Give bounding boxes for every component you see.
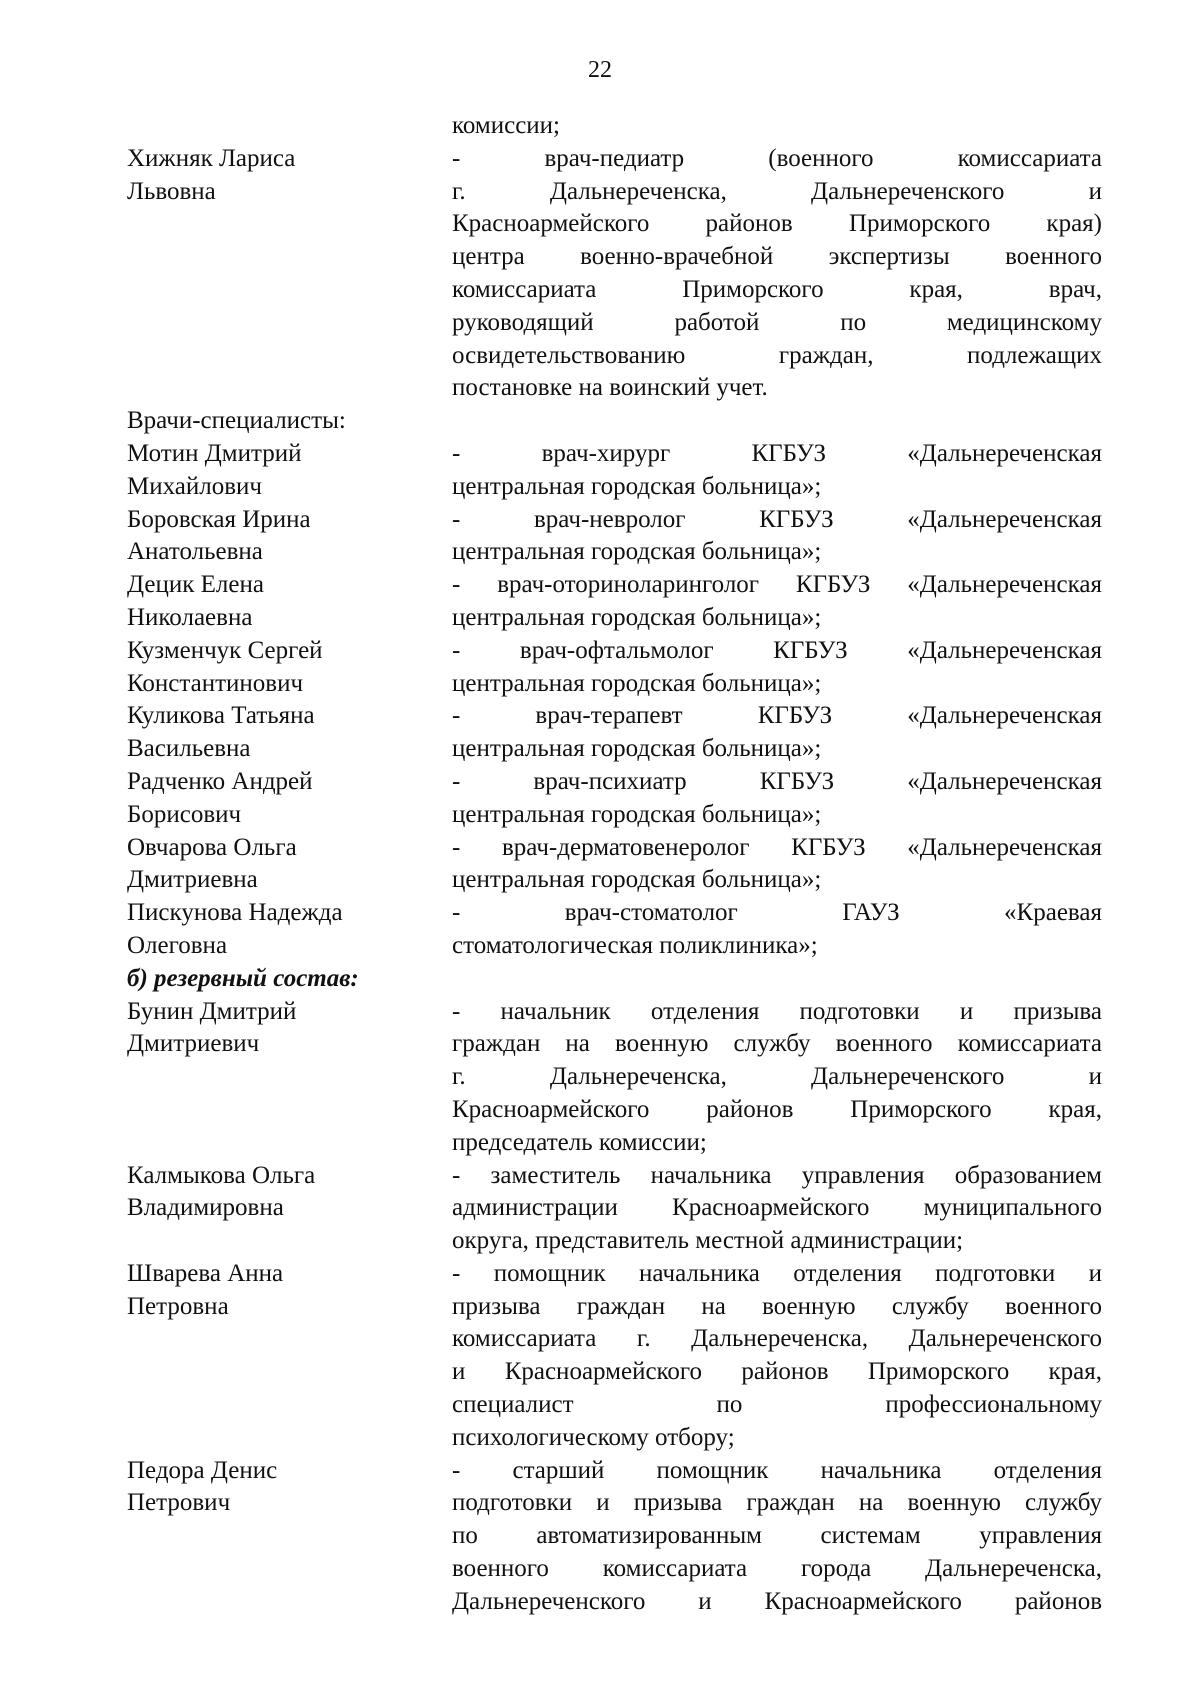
member-position-line: - врач-дерматовенеролог КГБУЗ «Дальнереченская	[452, 833, 1102, 861]
member-position-line: стоматологическая поликлиника»;	[452, 931, 818, 959]
member-position-line: комиссариата г. Дальнереченска, Дальнереченского	[452, 1325, 1102, 1353]
member-name-line: Львовна	[127, 177, 216, 205]
section-heading	[127, 963, 452, 996]
member-position	[452, 504, 1102, 570]
member-row	[127, 766, 1102, 832]
member-position	[452, 700, 1102, 766]
member-position-line: по автоматизированным системам управления	[452, 1522, 1102, 1550]
member-position	[452, 766, 1102, 832]
member-position-line: и Красноармейского районов Приморского края,	[452, 1358, 1102, 1386]
member-position	[452, 897, 1102, 963]
member-position-line: - врач-стоматолог ГАУЗ «Краевая	[452, 899, 1102, 927]
member-name	[127, 996, 452, 1160]
member-position	[452, 832, 1102, 898]
member-name	[127, 897, 452, 963]
member-position-line: Красноармейского районов Приморского края,	[452, 1095, 1102, 1123]
member-name	[127, 143, 452, 405]
member-position-line: граждан на военную службу военного комиссариата	[452, 1030, 1102, 1058]
member-name-line: Куликова Татьяна	[127, 702, 315, 730]
member-position-line: призыва граждан на военную службу военного	[452, 1292, 1102, 1320]
member-position	[452, 1160, 1102, 1258]
member-position-line: специалист по профессиональному	[452, 1391, 1102, 1419]
member-position-line: постановке на воинский учет.	[452, 374, 768, 402]
member-name	[127, 438, 452, 504]
member-position	[452, 1258, 1102, 1455]
member-row	[127, 1160, 1102, 1258]
member-name-line: Овчарова Ольга	[127, 833, 297, 861]
member-name-line: Пискунова Надежда	[127, 899, 343, 927]
member-position-line: центра военно-врачебной экспертизы военного	[452, 243, 1102, 271]
member-name-line: Петрович	[127, 1489, 231, 1517]
member-position-line: председатель комиссии;	[452, 1128, 707, 1156]
member-position-line: Дальнереченского и Красноармейского районов	[452, 1587, 1102, 1615]
member-name-line: Дмитриевна	[127, 866, 258, 894]
document-body	[127, 110, 1102, 1619]
page-number: 22	[588, 57, 612, 83]
member-name	[127, 1455, 452, 1619]
member-name	[127, 110, 452, 143]
member-name	[127, 635, 452, 701]
member-name	[127, 700, 452, 766]
member-position-line: округа, представитель местной администрации;	[452, 1227, 964, 1255]
member-row	[127, 504, 1102, 570]
member-position-line: - врач-психиатр КГБУЗ «Дальнереченская	[452, 767, 1102, 795]
member-position-line: центральная городская больница»;	[452, 866, 822, 894]
empty-cell	[452, 963, 1102, 996]
empty-cell	[452, 405, 1102, 438]
member-name-line: Децик Елена	[127, 571, 264, 599]
member-row	[127, 700, 1102, 766]
subheading-text: Врачи-специалисты:	[127, 407, 346, 435]
member-position-line: центральная городская больница»;	[452, 603, 822, 631]
member-position	[452, 438, 1102, 504]
member-name-line: Бунин Дмитрий	[127, 997, 297, 1025]
member-position-line: освидетельствованию граждан, подлежащих	[452, 341, 1102, 369]
member-position-line: комиссии;	[452, 112, 560, 139]
subheading-row	[127, 405, 1102, 438]
section-heading-text: б) резервный состав:	[127, 964, 359, 992]
member-position-line: г. Дальнереченска, Дальнереченского и	[452, 1063, 1102, 1091]
member-position-line: Красноармейского районов Приморского края)	[452, 210, 1102, 238]
member-name-line: Михайлович	[127, 472, 262, 500]
member-name-line: Шварева Анна	[127, 1259, 284, 1287]
member-position-line: центральная городская больница»;	[452, 800, 822, 828]
member-name-line: Николаевна	[127, 603, 253, 631]
member-row	[127, 635, 1102, 701]
member-position-line: - заместитель начальника управления образованием	[452, 1161, 1102, 1189]
member-position-line: - врач-педиатр (военного комиссариата	[452, 144, 1102, 172]
member-position	[452, 110, 1102, 143]
member-row	[127, 110, 1102, 143]
member-position-line: г. Дальнереченска, Дальнереченского и	[452, 177, 1102, 205]
member-name-line: Педора Денис	[127, 1456, 278, 1484]
member-row	[127, 438, 1102, 504]
member-position	[452, 569, 1102, 635]
member-name	[127, 766, 452, 832]
member-name-line: Анатольевна	[127, 538, 263, 566]
member-position-line: военного комиссариата города Дальнереченска,	[452, 1555, 1102, 1583]
member-position-line: комиссариата Приморского края, врач,	[452, 275, 1102, 303]
member-row	[127, 143, 1102, 405]
member-name-line: Кузменчук Сергей	[127, 636, 323, 664]
member-row	[127, 1455, 1102, 1619]
member-position-line: центральная городская больница»;	[452, 669, 822, 697]
member-position	[452, 635, 1102, 701]
member-position-line: - врач-хирург КГБУЗ «Дальнереченская	[452, 439, 1102, 467]
section-heading-row	[127, 963, 1102, 996]
member-position-line: психологическому отбору;	[452, 1423, 735, 1451]
member-name-line: Боровская Ирина	[127, 505, 311, 533]
member-name-line: Борисович	[127, 800, 242, 828]
member-position-line: - старший помощник начальника отделения	[452, 1456, 1102, 1484]
member-name	[127, 504, 452, 570]
subheading	[127, 405, 452, 438]
member-position	[452, 143, 1102, 405]
member-name-line: Петровна	[127, 1292, 229, 1320]
member-name	[127, 569, 452, 635]
member-name	[127, 1258, 452, 1455]
member-position-line: центральная городская больница»;	[452, 735, 822, 763]
member-name	[127, 1160, 452, 1258]
member-position-line: подготовки и призыва граждан на военную службу	[452, 1489, 1102, 1517]
member-position-line: центральная городская больница»;	[452, 538, 822, 566]
member-row	[127, 1258, 1102, 1455]
member-name-line: Хижняк Лариса	[127, 144, 296, 172]
member-position-line: - начальник отделения подготовки и призыва	[452, 997, 1102, 1025]
member-name-line: Олеговна	[127, 931, 228, 959]
member-position-line: - помощник начальника отделения подготовки и	[452, 1259, 1102, 1287]
member-position-line: - врач-оториноларинголог КГБУЗ «Дальнереченская	[452, 571, 1102, 599]
member-name-line: Константинович	[127, 669, 304, 697]
member-name-line: Васильевна	[127, 735, 251, 763]
member-position	[452, 1455, 1102, 1619]
member-name-line: Радченко Андрей	[127, 767, 313, 795]
member-name	[127, 832, 452, 898]
member-position-line: центральная городская больница»;	[452, 472, 822, 500]
member-position-line: руководящий работой по медицинскому	[452, 308, 1102, 336]
member-row	[127, 996, 1102, 1160]
member-row	[127, 569, 1102, 635]
member-position-line: - врач-терапевт КГБУЗ «Дальнереченская	[452, 702, 1102, 730]
member-name-line: Владимировна	[127, 1194, 284, 1222]
member-position	[452, 996, 1102, 1160]
member-position-line: администрации Красноармейского муниципального	[452, 1194, 1102, 1222]
member-name-line: Калмыкова Ольга	[127, 1161, 316, 1189]
member-row	[127, 832, 1102, 898]
member-name-line: Дмитриевич	[127, 1030, 260, 1058]
member-row	[127, 897, 1102, 963]
member-position-line: - врач-офтальмолог КГБУЗ «Дальнереченская	[452, 636, 1102, 664]
member-name-line: Мотин Дмитрий	[127, 439, 302, 467]
member-position-line: - врач-невролог КГБУЗ «Дальнереченская	[452, 505, 1102, 533]
